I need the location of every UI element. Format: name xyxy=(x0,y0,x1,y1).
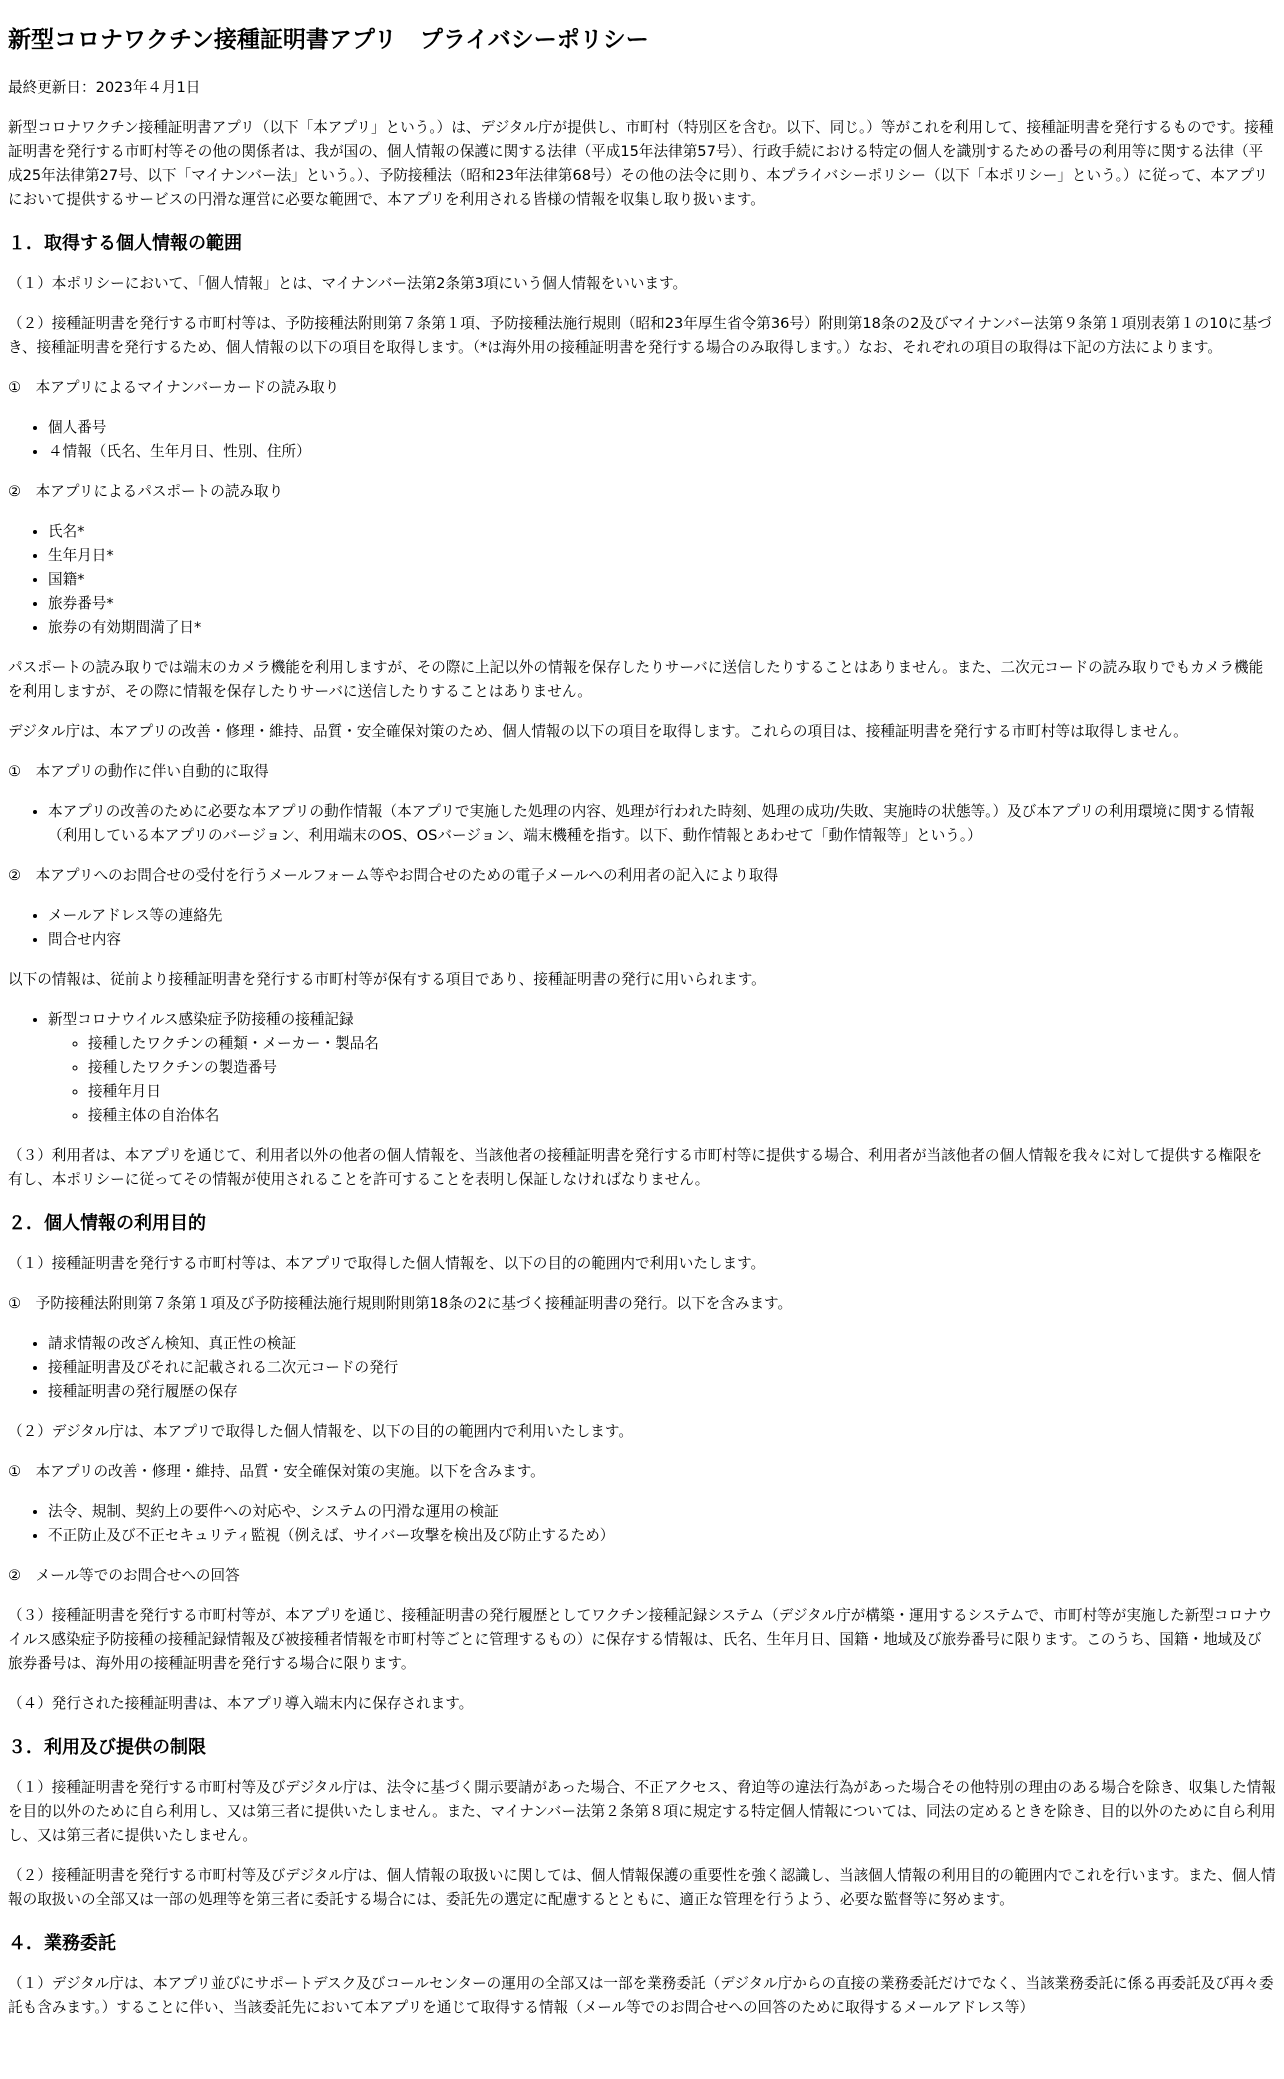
list-item: • 法令、規制、契約上の要件への対応や、システムの円滑な運用の検証 xyxy=(48,1500,1276,1524)
list-item: • 不正防止及び不正セキュリティ監視（例えば、サイバー攻撃を検出及び防止するため） xyxy=(48,1524,1276,1548)
inquiry-items-list xyxy=(8,904,1276,952)
record-subitems-list xyxy=(48,1032,1276,1128)
mynumber-items-list xyxy=(8,416,1276,464)
list-item: ◦ 接種年月日 xyxy=(88,1080,1276,1104)
section-4-paragraph-1: （１）デジタル庁は、本アプリ並びにサポートデスク及びコールセンターの運用の全部又は一部を業務委託（デジタル庁からの直接の業務委託だけでなく、当該業務委託に係る再委託及び再々委託も含みます。）することに伴い、当該委託先において本アプリを通じて取得する情報（メール等でのお問合せへの回答のために取得するメールアドレス等） xyxy=(8,1975,1274,2016)
list-item: ◦ 接種主体の自治体名 xyxy=(88,1104,1276,1128)
section-4-heading: ４．業務委託 xyxy=(8,1933,116,1954)
intro-paragraph: 新型コロナワクチン接種証明書アプリ（以下「本アプリ」という。）は、デジタル庁が提供し、市町村（特別区を含む。以下、同じ。）等がこれを利用して、接種証明書を発行するものです。接種証明書を発行する市町村等その他の関係者は、我が国の、個人情報の保護に関する法律（平成15年法律第57号）、行政手続における特定の個人を識別するための番号の利用等に関する法律（平成25年法律第27号、以下「マイナンバー法」という。）、予防接種法（昭和23年法律第68号）その他の法令に則り、本プライバシーポリシー（以下「本ポリシー」という。）に従って、本アプリにおいて提供するサービスの円滑な運営に必要な範囲で、本アプリを利用される皆様の情報を収集し取り扱います。 xyxy=(8,119,1274,208)
section-3-paragraph-2: （２）接種証明書を発行する市町村等及びデジタル庁は、個人情報の取扱いに関しては、個人情報保護の重要性を強く認識し、当該個人情報の利用目的の範囲内でこれを行います。また、個人情報の取扱いの全部又は一部の処理等を第三者に委託する場合には、委託先の選定に配慮するとともに、適正な管理を行うよう、必要な監督等に努めます。 xyxy=(8,1867,1276,1908)
list-item: • メールアドレス等の連絡先 xyxy=(48,904,1276,928)
section-1-paragraph-4: デジタル庁は、本アプリの改善・修理・維持、品質・安全確保対策のため、個人情報の以下の項目を取得します。これらの項目は、接種証明書を発行する市町村等は取得しません。 xyxy=(8,723,1188,740)
section-1-heading: １．取得する個人情報の範囲 xyxy=(8,233,242,254)
section-2-heading: ２．個人情報の利用目的 xyxy=(8,1213,206,1234)
section-1-paragraph-6: （３）利用者は、本アプリを通じて、利用者以外の他者の個人情報を、当該他者の接種証明書を発行する市町村等に提供する場合、利用者が当該他者の個人情報を我々に対して提供する権限を有し、本ポリシーに従ってその情報が使用されることを許可することを表明し保証しなければなりません。 xyxy=(8,1147,1263,1188)
passport-items-list xyxy=(8,520,1276,640)
list-item: • 旅券番号* xyxy=(48,592,1276,616)
list-item: • 氏名* xyxy=(48,520,1276,544)
list-item: • 生年月日* xyxy=(48,544,1276,568)
list-item: • 接種証明書及びそれに記載される二次元コードの発行 xyxy=(48,1356,1276,1380)
section-1-method-3: ① 本アプリの動作に伴い自動的に取得 xyxy=(8,763,269,780)
record-item-label: 新型コロナウイルス感染症予防接種の接種記録 xyxy=(48,1011,354,1028)
list-item: ◦ 接種したワクチンの製造番号 xyxy=(88,1056,1276,1080)
section-2-method-3: ② メール等でのお問合せへの回答 xyxy=(8,1567,240,1584)
list-item: • 問合せ内容 xyxy=(48,928,1276,952)
section-1-paragraph-2: （２）接種証明書を発行する市町村等は、予防接種法附則第７条第１項、予防接種法施行規則（昭和23年厚生省令第36号）附則第18条の2及びマイナンバー法第９条第１項別表第１の10に基づき、接種証明書を発行するため、個人情報の以下の項目を取得します。（*は海外用の接種証明書を発行する場合のみ取得します。）なお、それぞれの項目の取得は下記の方法によります。 xyxy=(8,315,1272,356)
last-updated: 最終更新日：2023年４月1日 xyxy=(8,79,201,96)
section-2-method-1: ① 予防接種法附則第７条第１項及び予防接種法施行規則附則第18条の2に基づく接種証明書の発行。以下を含みます。 xyxy=(8,1295,793,1312)
list-item: • 請求情報の改ざん検知、真正性の検証 xyxy=(48,1332,1276,1356)
section-2-paragraph-3: （３）接種証明書を発行する市町村等が、本アプリを通じ、接種証明書の発行履歴としてワクチン接種記録システム（デジタル庁が構築・運用するシステムで、市町村等が実施した新型コロナウイルス感染症予防接種の接種記録情報及び被接種者情報を市町村等ごとに管理するもの）に保存する情報は、氏名、生年月日、国籍・地域及び旅券番号に限ります。このうち、国籍・地域及び旅券番号は、海外用の接種証明書を発行する場合に限ります。 xyxy=(8,1607,1273,1672)
section-1-method-4: ② 本アプリへのお問合せの受付を行うメールフォーム等やお問合せのための電子メールへの利用者の記入により取得 xyxy=(8,867,779,884)
section-2-method-2: ① 本アプリの改善・修理・維持、品質・安全確保対策の実施。以下を含みます。 xyxy=(8,1463,545,1480)
issuance-items-list xyxy=(8,1332,1276,1404)
section-2-paragraph-1: （１）接種証明書を発行する市町村等は、本アプリで取得した個人情報を、以下の目的の範囲内で利用いたします。 xyxy=(8,1255,766,1272)
section-1-method-1: ① 本アプリによるマイナンバーカードの読み取り xyxy=(8,379,340,396)
section-1-paragraph-3: パスポートの読み取りでは端末のカメラ機能を利用しますが、その際に上記以外の情報を保存したりサーバに送信したりすることはありません。また、二次元コードの読み取りでもカメラ機能を利用しますが、その際に情報を保存したりサーバに送信したりすることはありません。 xyxy=(8,659,1264,700)
section-3-paragraph-1: （１）接種証明書を発行する市町村等及びデジタル庁は、法令に基づく開示要請があった場合、不正アクセス、脅迫等の違法行為があった場合その他特別の理由のある場合を除き、収集した情報を目的以外のために自ら利用し、又は第三者に提供いたしません。また、マイナンバー法第２条第８項に規定する特定個人情報については、同法の定めるときを除き、目的以外のために自ら利用し、又は第三者に提供いたしません。 xyxy=(8,1779,1276,1844)
list-item: • 国籍* xyxy=(48,568,1276,592)
section-3-heading: ３．利用及び提供の制限 xyxy=(8,1737,206,1758)
section-1-method-2: ② 本アプリによるパスポートの読み取り xyxy=(8,483,284,500)
list-item: • 接種証明書の発行履歴の保存 xyxy=(48,1380,1276,1404)
improvement-items-list xyxy=(8,1500,1276,1548)
section-1-paragraph-1: （１）本ポリシーにおいて、「個人情報」とは、マイナンバー法第2条第3項にいう個人情報をいいます。 xyxy=(8,275,688,292)
section-2-paragraph-4: （４）発行された接種証明書は、本アプリ導入端末内に保存されます。 xyxy=(8,1695,474,1712)
list-item: ◦ 接種したワクチンの種類・メーカー・製品名 xyxy=(88,1032,1276,1056)
list-item: • 旅券の有効期間満了日* xyxy=(48,616,1276,640)
list-item: • 本アプリの改善のために必要な本アプリの動作情報（本アプリで実施した処理の内容、処理が行われた時刻、処理の成功/失敗、実施時の状態等。）及び本アプリの利用環境に関する情報（利用している本アプリのバージョン、利用端末のOS、OSバージョン、端末機種を指す。以下、動作情報とあわせて「動作情報等」という。） xyxy=(48,800,1276,848)
section-1-paragraph-5: 以下の情報は、従前より接種証明書を発行する市町村等が保有する項目であり、接種証明書の発行に用いられます。 xyxy=(8,971,766,988)
operation-info-list xyxy=(8,800,1276,848)
vaccination-record-list xyxy=(8,1008,1276,1128)
page-title: 新型コロナワクチン接種証明書アプリ プライバシーポリシー xyxy=(8,27,649,53)
list-item xyxy=(48,1008,1276,1128)
list-item: • 個人番号 xyxy=(48,416,1276,440)
section-2-paragraph-2: （２）デジタル庁は、本アプリで取得した個人情報を、以下の目的の範囲内で利用いたします。 xyxy=(8,1423,633,1440)
list-item: • ４情報（氏名、生年月日、性別、住所） xyxy=(48,440,1276,464)
